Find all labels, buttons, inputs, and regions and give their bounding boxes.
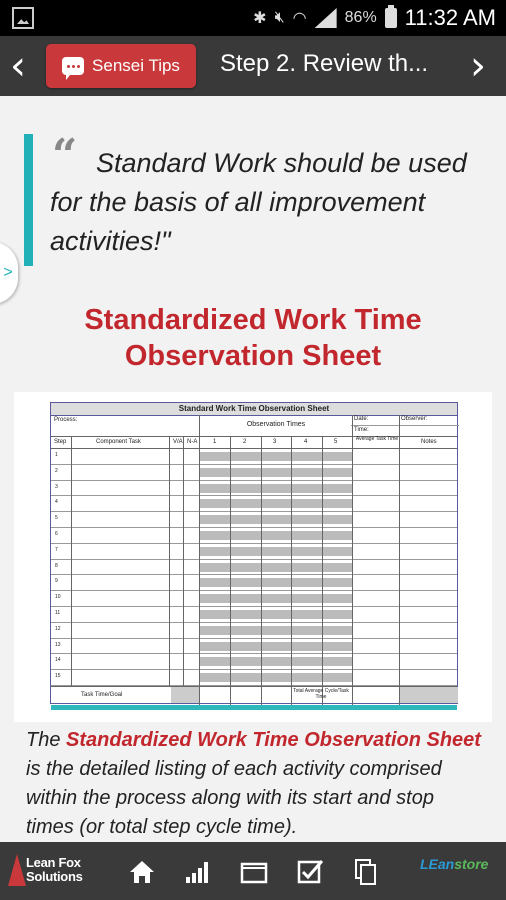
sheet-row — [51, 512, 457, 528]
home-icon[interactable] — [128, 858, 156, 886]
quote-accent-bar — [24, 134, 33, 266]
status-bar — [0, 0, 506, 36]
footer-divider — [51, 686, 457, 687]
bluetooth-icon: ✱ — [253, 10, 267, 27]
observation-cell-shading — [200, 594, 352, 603]
grid-line — [71, 436, 72, 686]
grid-line — [291, 436, 292, 705]
grid-line — [169, 436, 170, 686]
bottom-toolbar — [0, 842, 506, 900]
col-va: V/A — [173, 439, 183, 445]
observation-cell-shading — [200, 563, 352, 572]
sheet-row — [51, 449, 457, 465]
sheet-row — [51, 544, 457, 560]
observation-cell-shading — [200, 547, 352, 556]
sheet-rows — [51, 449, 457, 686]
col-notes: Notes — [421, 439, 437, 445]
quote-text: Standard Work should be used for the basis of all improvement activities!" — [50, 148, 467, 256]
sensei-tips-label: Sensei Tips — [92, 56, 180, 75]
clock: 11:32 AM — [404, 5, 496, 30]
section-heading — [40, 302, 466, 374]
step-number: 14 — [55, 657, 61, 664]
step-number: 2 — [55, 467, 58, 474]
sensei-tips-button[interactable] — [46, 44, 196, 88]
sheet-row — [51, 465, 457, 481]
caption — [26, 726, 486, 842]
chat-bubble-icon — [62, 57, 84, 75]
step-number: 5 — [55, 515, 58, 522]
footer-grey-cell — [171, 687, 199, 703]
status-icons — [253, 0, 496, 36]
observation-cell-shading — [200, 673, 352, 682]
step-number: 11 — [55, 610, 61, 616]
chevron-right-icon: > — [3, 264, 13, 281]
col-component-task: Component Task — [96, 439, 141, 445]
observation-sheet-image — [14, 392, 492, 722]
observation-cell-shading — [200, 642, 352, 651]
documents-icon[interactable] — [352, 858, 380, 886]
step-number: 13 — [55, 641, 61, 648]
sheet-row — [51, 591, 457, 607]
sheet-row — [51, 607, 457, 623]
sheet-title: Standard Work Time Observation Sheet — [51, 403, 457, 416]
grid-line — [230, 436, 231, 705]
col-2: 2 — [243, 439, 247, 445]
folder-icon[interactable] — [240, 858, 268, 886]
step-number: 6 — [55, 531, 58, 537]
process-label: Process: — [54, 417, 78, 423]
observation-cell-shading — [200, 468, 352, 477]
footer-grey-cell — [400, 687, 458, 703]
content-area[interactable] — [0, 96, 506, 842]
side-drawer-tab[interactable] — [0, 242, 18, 304]
sheet-row — [51, 623, 457, 639]
heading-line-1: Standardized Work Time — [84, 304, 422, 336]
heading-line-2: Observation Sheet — [124, 340, 382, 372]
observation-sheet-form — [50, 402, 458, 704]
sheet-row — [51, 481, 457, 497]
caption-highlight: Standardized Work Time Observation Sheet — [66, 729, 481, 751]
lean-fox-logo-text: Lean Fox Solutions — [26, 855, 83, 884]
step-number: 7 — [55, 546, 58, 553]
task-time-goal-label: Task Time/Goal — [81, 692, 123, 698]
back-arrow-icon[interactable]: ‹ — [10, 43, 26, 89]
observer-label: Observer: — [401, 416, 428, 422]
sheet-accent-line — [51, 705, 457, 710]
observation-cell-shading — [200, 626, 352, 635]
step-number: 15 — [55, 673, 61, 680]
total-avg-cycle-label: Total Average Cycle/Task Time — [293, 688, 349, 700]
wifi-icon: ◠ — [292, 10, 307, 27]
observation-cell-shading — [200, 484, 352, 493]
grid-line — [399, 415, 400, 705]
signal-icon — [315, 8, 337, 28]
step-number: 9 — [55, 578, 58, 585]
step-number: 10 — [55, 594, 61, 601]
step-title: Step 2. Review th... — [220, 50, 429, 77]
gallery-notification-icon — [12, 7, 34, 29]
sheet-row — [51, 560, 457, 576]
col-5: 5 — [334, 439, 338, 445]
observation-cell-shading — [200, 515, 352, 524]
battery-icon — [385, 8, 397, 28]
col-avg-task-time: Average Task Time — [355, 436, 399, 442]
caption-suffix: is the detailed listing of each activity comprised within the process along with its start and stop times (or total step cycle time). — [26, 758, 442, 838]
grid-line — [352, 415, 353, 705]
observation-times-label: Observation Times — [246, 421, 306, 428]
checkbox-icon[interactable] — [296, 858, 324, 886]
observation-cell-shading — [200, 610, 352, 619]
grid-line — [199, 415, 200, 705]
observation-cell-shading — [200, 499, 352, 508]
open-quote-icon: “ — [52, 130, 78, 181]
step-number: 8 — [55, 562, 58, 569]
app-bar — [0, 36, 506, 96]
date-label: Date: — [354, 416, 369, 422]
col-step: Step — [54, 439, 67, 445]
battery-percent: 86% — [344, 9, 377, 26]
grid-line — [322, 436, 323, 705]
observation-cell-shading — [200, 531, 352, 540]
col-1: 1 — [213, 439, 217, 445]
sheet-row — [51, 639, 457, 655]
col-4: 4 — [304, 439, 308, 445]
sheet-row — [51, 496, 457, 512]
grid-line — [183, 436, 184, 686]
mute-icon: 🔇︎ — [274, 9, 285, 26]
sheet-row — [51, 670, 457, 686]
leanstore-logo[interactable]: LEanstore — [420, 856, 489, 872]
step-number: 3 — [55, 483, 58, 490]
time-label: Time: — [354, 427, 369, 433]
col-na: N-A — [187, 439, 198, 445]
sheet-row — [51, 654, 457, 670]
step-number: 12 — [55, 625, 61, 632]
caption-prefix: The — [26, 729, 67, 751]
bar-chart-icon[interactable] — [184, 858, 212, 886]
observation-cell-shading — [200, 578, 352, 587]
step-number: 4 — [55, 499, 58, 506]
sheet-row — [51, 575, 457, 591]
step-number: 1 — [55, 452, 58, 458]
forward-arrow-icon[interactable]: › — [470, 43, 486, 89]
grid-line — [261, 436, 262, 705]
col-3: 3 — [273, 439, 277, 445]
sheet-row — [51, 528, 457, 544]
observation-cell-shading — [200, 657, 352, 666]
observation-cell-shading — [200, 452, 352, 461]
date-divider — [351, 425, 459, 426]
